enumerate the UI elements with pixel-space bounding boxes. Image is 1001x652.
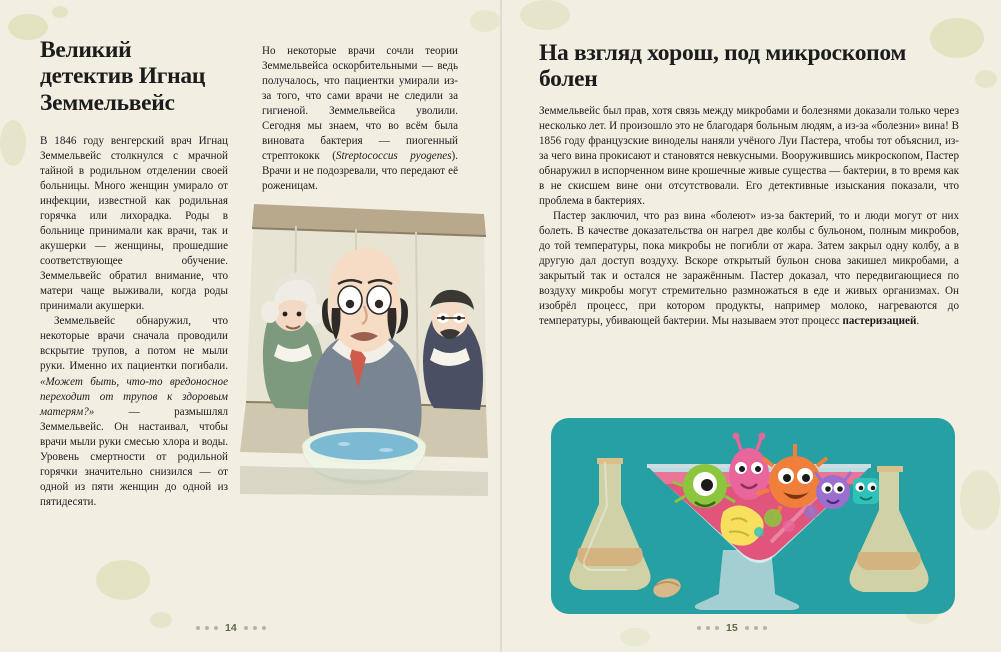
folio-dots-right xyxy=(244,626,266,630)
left-column-two xyxy=(262,44,458,194)
left-page xyxy=(0,0,500,652)
paragraph: Земмельвейс был прав, хотя связь между микробами и болезнями доказали только через несколько лет. И произошло это не благодаря больным людям, а из-за «болезни» вина! В 1856 году французские виноделы наняли учёного Луи Пастера, чтобы тот объяснил, из-за чего вина прокисают и становятся невкусными. Вооружившись микроскопом, Пастер обнаружил в испорченном вине крошечные живые существа — бактерии, в то время как в не скисшем вине они отсутствовали. Его детективные изыскания показали, что проблема в бактериях. xyxy=(539,105,959,208)
right-page-title: На взгляд хорош, под микроскопом болен xyxy=(539,40,907,93)
folio-dots-right xyxy=(745,626,767,630)
paragraph: В 1846 году венгерский врач Игнац Земмельвейс столкнулся с мрачной тайной в родильном отделении своей больницы. Много женщин умирало от инфекции, известной как родильная горячка или лихорадка. Роды в больнице принимали как врачи, так и акушерки — женщины, прошедшие соответствующее обучение. Земмельвейс обратил внимание, что матери чаще выживали, когда роды принимали акушерки. xyxy=(40,135,228,313)
page-number: 14 xyxy=(225,622,237,634)
right-column-one xyxy=(539,104,959,329)
paragraph: Пастер заключил, что раз вина «болеют» из-за бактерий, то и люди могут от них болеть. В качестве доказательства он нагрел две колбы с бульоном, полным микробов, до той температуры, пока микробы не погибли от жара. Затем закрыл одну колбу, а в другую дал доступ воздуху. Вскоре открытый бульон снова закишел микробами, а закрытый так и остался не заражённым. Пастер доказал, что передвигающиеся по воздуху микробы могут стремительно размножаться в еде и живых организмах. Он изобрёл процесс, при котором продукты, например молоко, нагреваются до температуры, убивающей бактерии. Мы называем этот процесс пастеризацией. xyxy=(539,210,959,328)
folio-dots-left xyxy=(196,626,218,630)
folio-dots-left xyxy=(697,626,719,630)
folio-right xyxy=(697,622,767,634)
right-page xyxy=(501,0,1001,652)
illustration-germs-in-glass xyxy=(527,400,979,630)
left-page-title: Великий детектив Игнац Земмельвейс xyxy=(40,37,206,116)
left-column-one xyxy=(40,134,228,510)
paragraph: Но некоторые врачи сочли теории Земмельвейса оскорбительными — ведь получалось, что пациентки умирали из-за того, что сами врачи не следили за гигиеной. Земмельвейса уволили. Сегодня мы знаем, что во всём была виновата бактерия — пиогенный стрептококк (Streptococcus pyogenes). Врачи и не подозревали, что передают её роженицам. xyxy=(262,45,458,193)
folio-left xyxy=(196,622,266,634)
page-number: 15 xyxy=(726,622,738,634)
paragraph: Земмельвейс обнаружил, что некоторые врачи сначала проводили вскрытие трупов, а потом не мыли руки. Именно их пациентки погибали. «Может быть, что-то вредоносное переходит от трупов к здоровым матерям?» — размышлял Земмельвейс. Он настаивал, чтобы врачи мыли руки смесью хлора и воды. Уровень смертности от родильной горячки значительно снизился — от одной из пяти женщин до одной из пятидесяти. xyxy=(40,315,228,508)
illustration-doctor-washing-hands xyxy=(236,196,492,496)
